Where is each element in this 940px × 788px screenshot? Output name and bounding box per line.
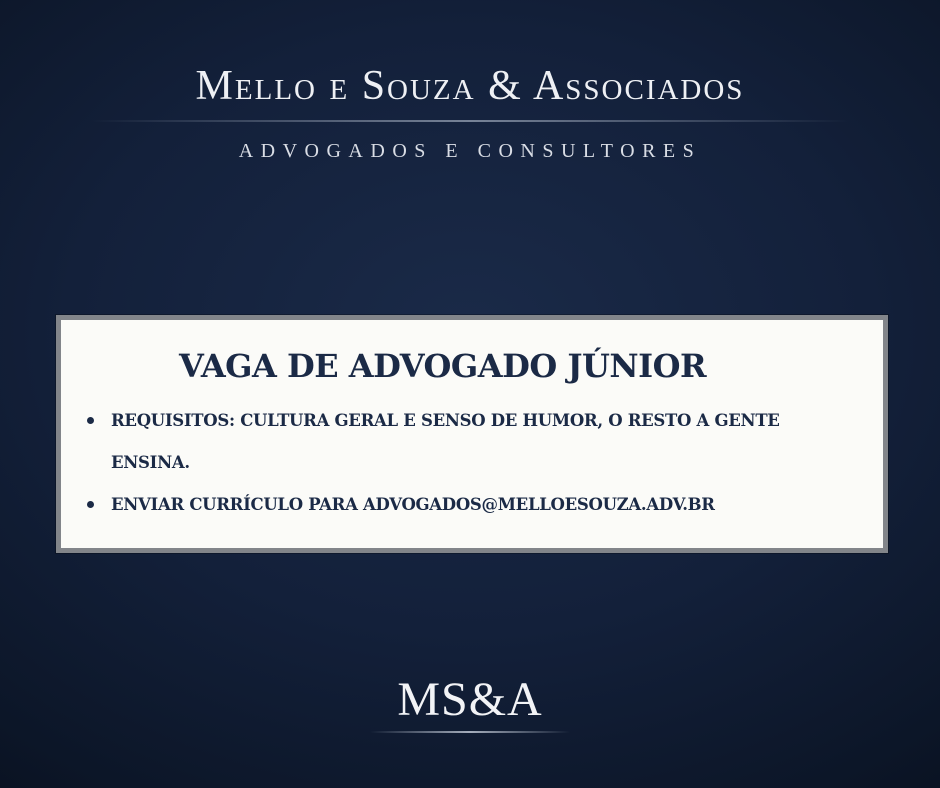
- header-divider: [90, 120, 850, 122]
- job-announcement-card: [56, 315, 888, 553]
- bullet-icon: [87, 501, 94, 508]
- requirements-text: REQUISITOS: CULTURA GERAL E SENSO DE HUMOR, O RESTO A GENTE ENSINA.: [111, 411, 780, 472]
- job-title: VAGA DE ADVOGADO JÚNIOR: [179, 347, 707, 385]
- bullet-icon: [87, 417, 94, 424]
- firm-tagline: ADVOGADOS E CONSULTORES: [238, 140, 702, 162]
- firm-monogram-logo: MS&A: [397, 673, 543, 726]
- monogram-divider: [370, 731, 570, 733]
- list-item-requirements: [61, 400, 883, 484]
- requirements-list: [61, 400, 883, 526]
- firm-name: Mello e Souza & Associados: [195, 63, 745, 109]
- send-resume-text: ENVIAR CURRÍCULO PARA ADVOGADOS@MELLOESOUZA.ADV.BR: [111, 495, 715, 514]
- list-item-send-resume: [61, 484, 883, 526]
